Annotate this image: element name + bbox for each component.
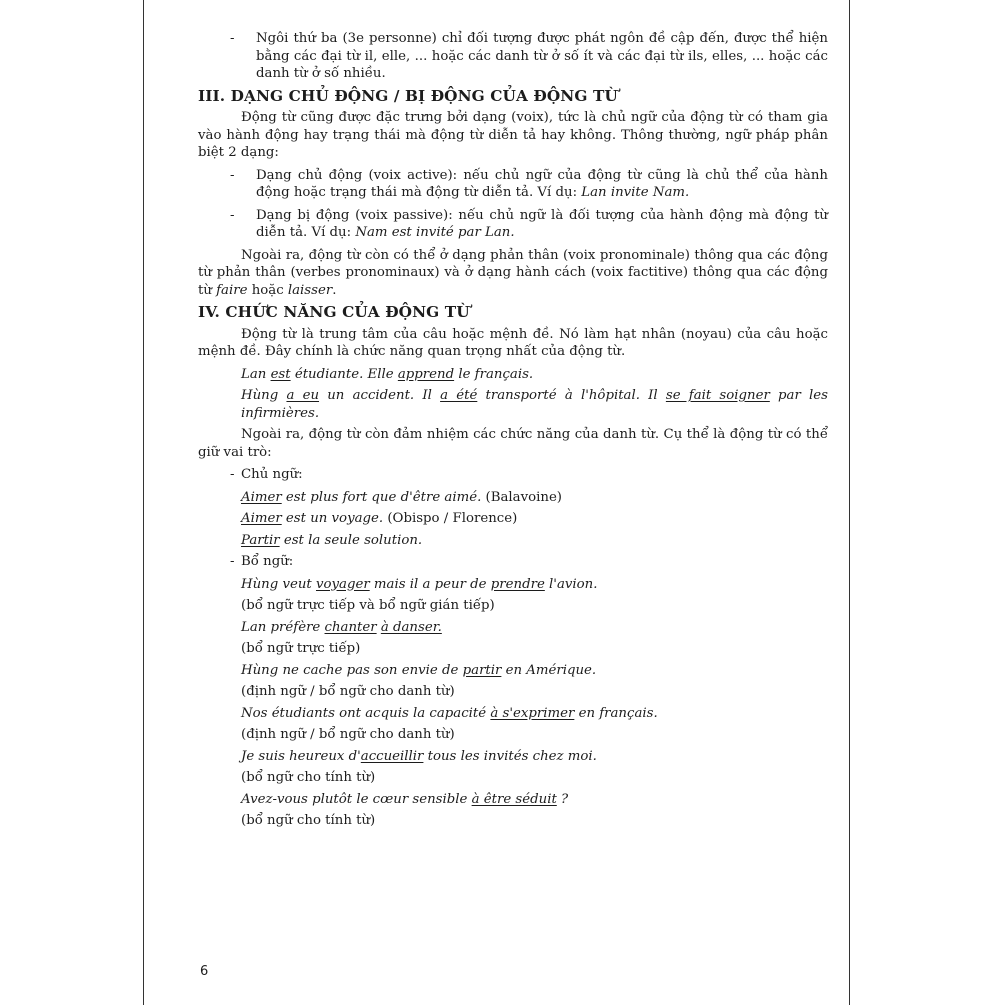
- example-lan: [241, 366, 828, 384]
- complement-heading: [213, 553, 828, 571]
- outro-end: .: [332, 282, 337, 298]
- ex-text: le français.: [454, 366, 534, 382]
- ex-verb: a été: [440, 388, 478, 403]
- ex-text: étudiante. Elle: [290, 366, 398, 382]
- bullet-passive-voice: [213, 207, 828, 242]
- complement-note-2: (bổ ngữ trực tiếp): [241, 641, 361, 656]
- ex-text: un accident. Il: [319, 388, 441, 403]
- ex-text: Avez-vous plutôt le cœur sensible: [241, 791, 472, 807]
- bullet-dash: -: [230, 554, 235, 569]
- ex-text: ?: [556, 791, 569, 807]
- active-example: Lan invite Nam.: [581, 185, 690, 200]
- ex-text: Hùng: [241, 388, 287, 403]
- ex-verb: chanter: [324, 619, 377, 635]
- ex-text: Lan: [241, 366, 271, 382]
- page-border-right: [849, 0, 850, 1005]
- ex-verb: accueillir: [360, 748, 424, 764]
- complement-example-6: [241, 791, 828, 809]
- ex-verb: apprend: [397, 366, 455, 382]
- complement-label: Bổ ngữ:: [241, 554, 294, 569]
- complement-note-1: (bổ ngữ trực tiếp và bổ ngữ gián tiếp): [241, 598, 495, 613]
- ex-verb: à danser.: [380, 619, 442, 635]
- ex-text: en Amérique.: [501, 662, 597, 678]
- complement-example-3: [241, 662, 828, 680]
- outro-hoac: hoặc: [247, 282, 288, 298]
- bullet-dash: -: [230, 31, 235, 46]
- bullet-text: Ngôi thứ ba (3e personne) chỉ đối tượng được phát ngôn đề cập đến, được thể hiện bằng các đại từ il, elle, ... hoặc các danh từ ở số ít và các đại từ ils, elles, ... hoặc các danh từ ở số nhiều.: [256, 31, 828, 81]
- complement-example-5: [241, 748, 828, 766]
- ex-verb: partir: [462, 662, 502, 678]
- section-heading-iii: III. DẠNG CHỦ ĐỘNG / BỊ ĐỘNG CỦA ĐỘNG TỪ: [198, 86, 618, 105]
- bullet-third-person: [213, 30, 828, 83]
- complement-example-2: [241, 619, 828, 637]
- complement-example-1: [241, 576, 828, 594]
- ex-text: transporté à l'hôpital. Il: [477, 388, 666, 403]
- bullet-dash: -: [230, 207, 235, 223]
- ex-source: (Obispo / Florence): [383, 511, 518, 526]
- bullet-dash: -: [230, 467, 235, 482]
- ex-verb: Partir: [241, 532, 280, 548]
- ex-text: est plus fort que d'être aimé.: [281, 489, 482, 505]
- ex-text: Hùng veut: [241, 576, 316, 592]
- ex-text: est la seule solution.: [279, 532, 423, 548]
- complement-example-4: [241, 705, 828, 723]
- paragraph-noun-functions: Ngoài ra, động từ còn đảm nhiệm các chức năng của danh từ. Cụ thể là động từ có thể giữ vai trò:: [198, 427, 828, 460]
- active-text: Dạng chủ động (voix active): nếu chủ ngữ của động từ cũng là chủ thể của hành động hoặc trạng thái mà động từ diễn tả. Ví dụ:: [256, 167, 828, 200]
- subject-heading: [213, 466, 828, 484]
- passive-example: Nam est invité par Lan.: [355, 225, 515, 240]
- ex-verb: Aimer: [241, 511, 282, 526]
- section-heading-iv: IV. CHỨC NĂNG CỦA ĐỘNG TỪ: [198, 303, 470, 321]
- ex-verb: est: [270, 366, 291, 382]
- outro-faire: faire: [216, 282, 248, 298]
- ex-verb: prendre: [490, 576, 545, 592]
- bullet-dash: -: [230, 167, 235, 183]
- paragraph-function-intro: Động từ là trung tâm của câu hoặc mệnh đề. Nó làm hạt nhân (noyau) của câu hoặc mệnh đề. Đây chính là chức năng quan trọng nhất của động từ.: [198, 326, 828, 359]
- subject-example-2: [241, 510, 828, 528]
- ex-text: mais il a peur de: [369, 576, 491, 592]
- outro-text: Ngoài ra, động từ còn có thể ở dạng phản thân (voix pronominale) thông qua các động từ phản thân (verbes pronominaux) và ở dạng hành cách (voix factitive) thông qua các động từ: [198, 247, 828, 298]
- ex-text: Hùng ne cache pas son envie de: [241, 662, 463, 678]
- ex-verb: se fait soigner: [665, 388, 770, 403]
- complement-note-6: (bổ ngữ cho tính từ): [241, 813, 376, 828]
- passive-text: Dạng bị động (voix passive): nếu chủ ngữ là đối tượng của hành động mà động từ diễn tả. Ví dụ:: [256, 207, 828, 240]
- page-number: 6: [200, 964, 209, 979]
- ex-text: est un voyage.: [281, 511, 384, 526]
- outro-laisser: laisser: [287, 282, 333, 298]
- ex-verb: à être séduit: [471, 791, 557, 807]
- subject-example-3: [241, 532, 828, 550]
- ex-text: tous les invités chez moi.: [423, 748, 597, 764]
- ex-text: par les infirmières.: [241, 388, 828, 421]
- ex-text: en français.: [574, 705, 658, 721]
- ex-verb: Aimer: [241, 489, 282, 505]
- subject-example-1: [241, 489, 828, 507]
- subject-label: Chủ ngữ:: [241, 467, 303, 482]
- page-border-left: [143, 0, 144, 1005]
- document-page: [198, 30, 828, 834]
- ex-text: Lan préfère: [241, 619, 325, 635]
- ex-text: l'avion.: [544, 576, 598, 592]
- example-hung: [241, 387, 828, 422]
- ex-text: Je suis heureux d': [241, 748, 361, 764]
- ex-verb: à s'exprimer: [490, 705, 575, 721]
- ex-verb: a eu: [286, 388, 320, 403]
- bullet-active-voice: [213, 167, 828, 202]
- complement-note-3: (định ngữ / bổ ngữ cho danh từ): [241, 684, 455, 699]
- ex-text: Nos étudiants ont acquis la capacité: [241, 705, 491, 721]
- ex-verb: voyager: [315, 576, 370, 592]
- complement-note-5: (bổ ngữ cho tính từ): [241, 770, 376, 785]
- ex-source: (Balavoine): [481, 489, 562, 505]
- paragraph-voice-outro: [198, 247, 828, 300]
- paragraph-voice-intro: Động từ cũng được đặc trưng bởi dạng (voix), tức là chủ ngữ của động từ có tham gia vào hành động hay trạng thái mà động từ diễn tả hay không. Thông thường, ngữ pháp phân biệt 2 dạng:: [198, 110, 828, 160]
- complement-note-4: (định ngữ / bổ ngữ cho danh từ): [241, 727, 455, 742]
